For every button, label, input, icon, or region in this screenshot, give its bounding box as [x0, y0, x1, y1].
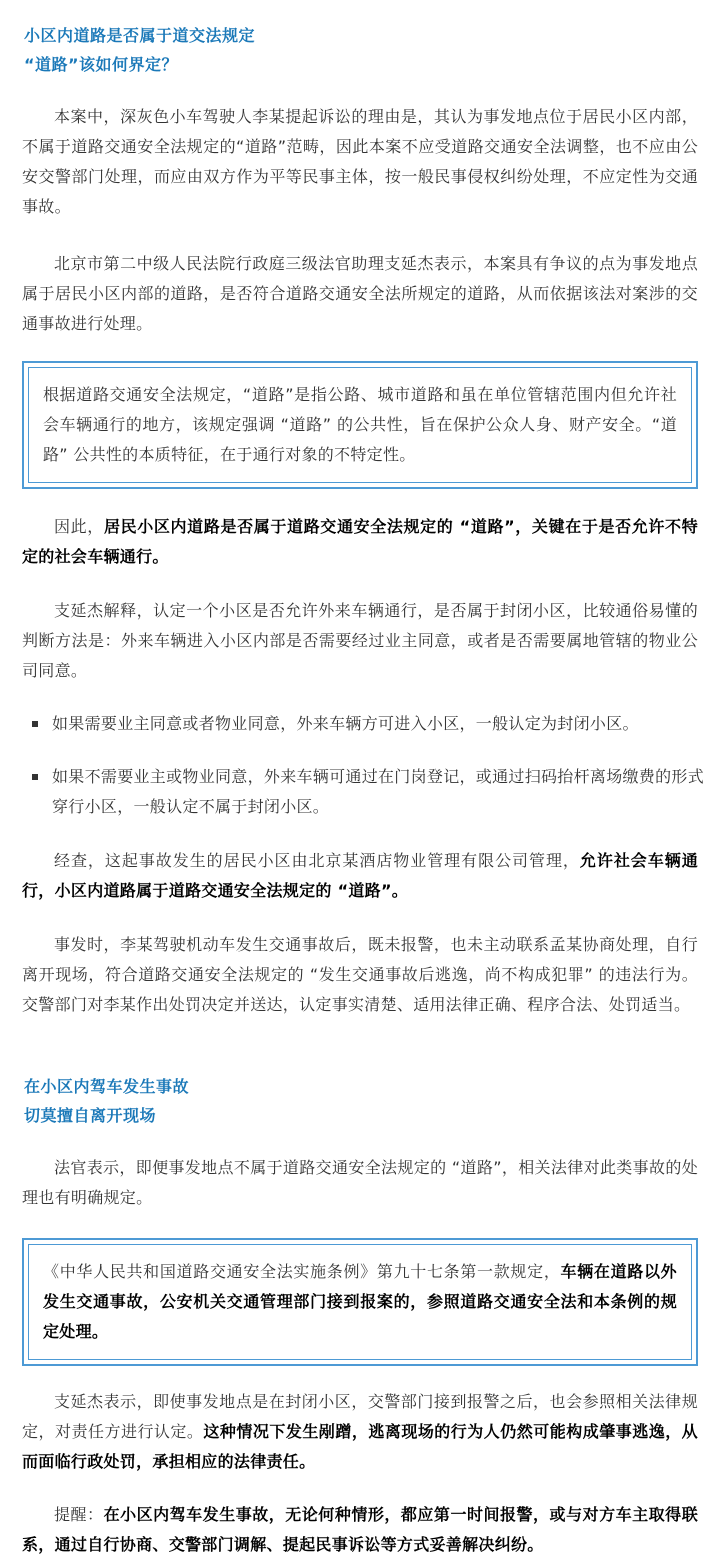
heading-line: 切莫擅自离开现场 [24, 1106, 157, 1125]
paragraph-prefix: 经查，这起事故发生的居民小区由北京某酒店物业管理有限公司管理， [54, 851, 580, 870]
paragraph-dispute-point: 北京市第二中级人民法院行政庭三级法官助理支延杰表示，本案具有争议的点为事发地点属于居民小区内部的道路，是否符合道路交通安全法所规定的道路，从而依据该法对案涉的交通事故进行处理。 [22, 254, 698, 333]
paragraph-conclusion [22, 512, 698, 572]
list-item-text: 如果不需要业主或物业同意，外来车辆可通过在门岗登记，或通过扫码抬杆离场缴费的形式穿行小区，一般认定不属于封闭小区。 [52, 767, 705, 816]
paragraph-bold-text: 在小区内驾车发生事故，无论何种情形，都应第一时间报警，或与对方车主取得联系，通过自行协商、交警部门调解、提起民事诉讼等方式妥善解决纠纷。 [22, 1505, 698, 1554]
bullet-marker [32, 774, 38, 780]
paragraph-case-claim: 本案中，深灰色小车驾驶人李某提起诉讼的理由是，其认为事发地点位于居民小区内部，不属于道路交通安全法规定的“道路”范畴，因此本案不应受道路交通安全法调整，也不应由公安交警部门处理，而应由双方作为平等民事主体，按一般民事侵权纠纷处理，不应定性为交通事故。 [22, 107, 698, 216]
paragraph-bold-text: 居民小区内道路是否属于道路交通安全法规定的 “道路”，关键在于是否允许不特定的社会车辆通行。 [22, 517, 699, 566]
paragraph-reminder [22, 1500, 698, 1560]
quote-box-regulation [22, 1238, 698, 1366]
quote-box-road-law [22, 361, 698, 489]
list-item [32, 762, 713, 822]
paragraph-incident: 事发时，李某驾驶机动车发生交通事故后，既未报警，也未主动联系孟某协商处理，自行离开现场，符合道路交通安全法规定的 “发生交通事故后逃逸，尚不构成犯罪” 的违法行为。交警部门对李某作出处罚决定并送达，认定事实清楚、适用法律正确、程序合法、处罚适当。 [22, 935, 698, 1014]
list-item [32, 709, 713, 739]
heading-line: 小区内道路是否属于道交法规定 [24, 26, 256, 45]
paragraph-bold-text: 这种情况下发生剐蹭，逃离现场的行为人仍然可能构成肇事逃逸，从而面临行政处罚，承担相应的法律责任。 [22, 1422, 698, 1471]
section-heading-road-definition [24, 21, 255, 79]
quote-text [28, 1244, 692, 1360]
quote-bold-text: 车辆在道路以外发生交通事故，公安机关交通管理部门接到报案的，参照道路交通安全法和本条例的规定处理。 [43, 1262, 677, 1341]
paragraph-judgment-method: 支延杰解释，认定一个小区是否允许外来车辆通行，是否属于封闭小区，比较通俗易懂的判断方法是：外来车辆进入小区内部是否需要经过业主同意，或者是否需要属地管辖的物业公司同意。 [22, 601, 698, 680]
section-heading-do-not-leave [24, 1072, 189, 1130]
heading-line: 在小区内驾车发生事故 [24, 1077, 190, 1096]
paragraph-bold-text: 允许社会车辆通行，小区内道路属于道路交通安全法规定的 “道路”。 [22, 851, 698, 900]
list-item-text: 如果需要业主同意或者物业同意，外来车辆方可进入小区，一般认定为封闭小区。 [52, 714, 639, 733]
heading-line: “道路”该如何界定？ [24, 55, 179, 74]
quote-prefix: 《中华人民共和国道路交通安全法实施条例》第九十七条第一款规定， [43, 1262, 561, 1281]
paragraph-prefix: 提醒： [54, 1505, 104, 1524]
quote-text: 根据道路交通安全法规定，“道路”是指公路、城市道路和虽在单位管辖范围内但允许社会车辆通行的地方，该规定强调 “道路” 的公共性，旨在保护公众人身、财产安全。“道路” 公共性的本质特征，在于通行对象的不特定性。 [28, 367, 692, 483]
paragraph-prefix: 因此， [54, 517, 104, 536]
paragraph-prefix: 支延杰表示，即使事发地点是在封闭小区，交警部门接到报警之后，也会参照相关法律规定，对责任方进行认定。 [22, 1392, 698, 1441]
bullet-marker [32, 721, 38, 727]
paragraph-investigation [22, 846, 698, 906]
paragraph-closed-community [22, 1387, 698, 1477]
paragraph-judge-statement: 法官表示，即便事发地点不属于道路交通安全法规定的 “道路”，相关法律对此类事故的处理也有明确规定。 [22, 1158, 698, 1207]
